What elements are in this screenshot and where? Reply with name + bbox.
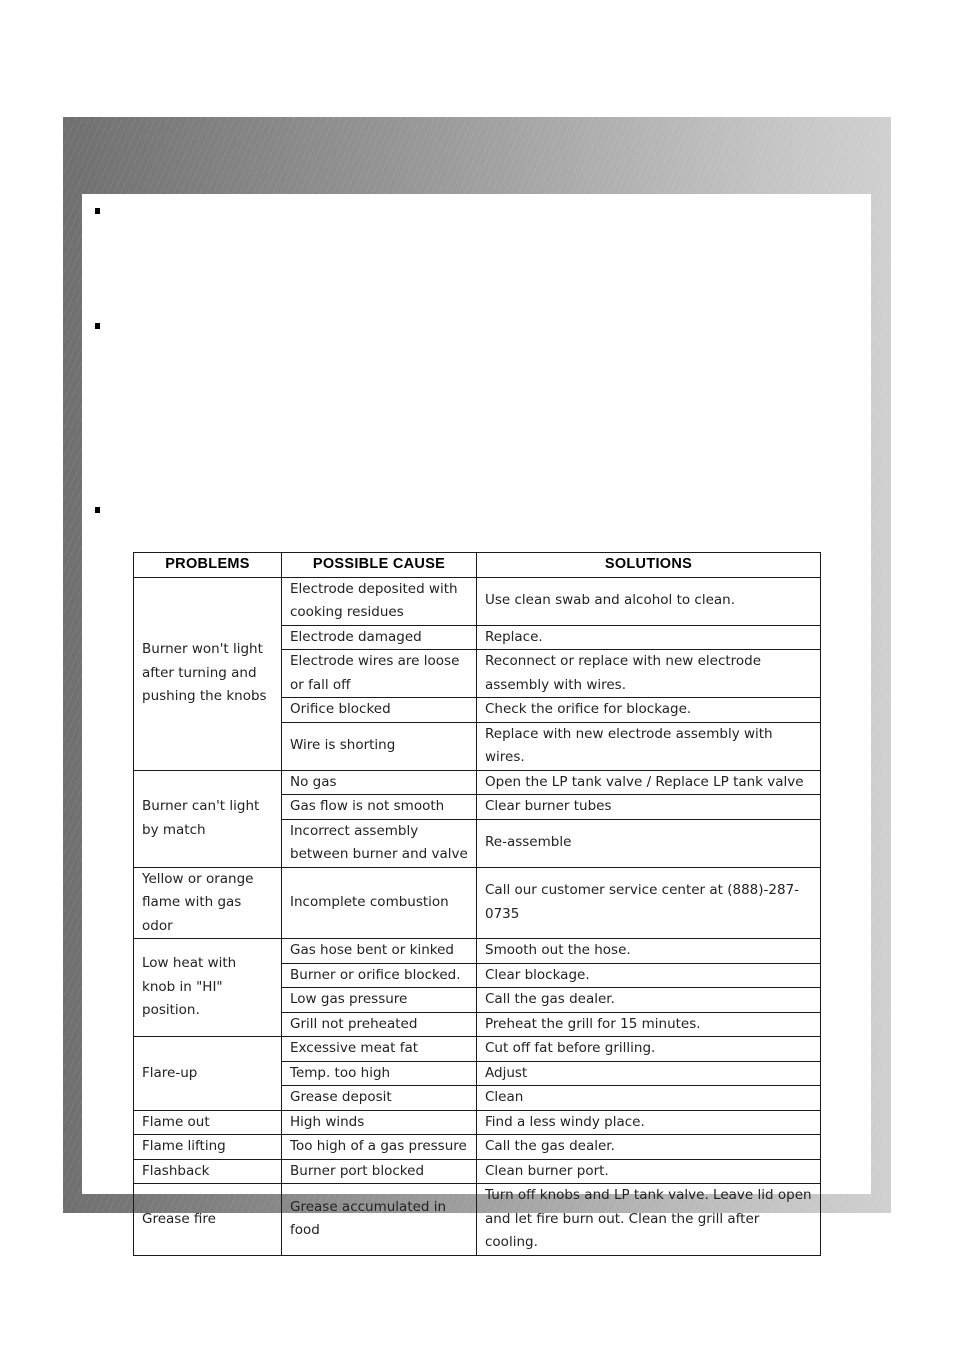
solution-cell: Smooth out the hose. [477, 939, 821, 964]
solution-cell: Re-assemble [477, 819, 821, 867]
solution-cell: Replace. [477, 625, 821, 650]
solution-cell: Call the gas dealer. [477, 1135, 821, 1160]
bullet-marker [95, 208, 100, 214]
problem-cell: Flashback [134, 1159, 282, 1184]
header-problems: PROBLEMS [134, 553, 282, 578]
solution-cell: Clean burner port. [477, 1159, 821, 1184]
cause-cell: Too high of a gas pressure [282, 1135, 477, 1160]
cause-cell: Grill not preheated [282, 1012, 477, 1037]
cause-cell: Burner or orifice blocked. [282, 963, 477, 988]
cause-cell: Incorrect assembly between burner and valve [282, 819, 477, 867]
problem-cell: Flame lifting [134, 1135, 282, 1160]
problem-cell: Flare-up [134, 1037, 282, 1111]
cause-cell: Gas hose bent or kinked [282, 939, 477, 964]
problem-cell: Low heat with knob in "HI" position. [134, 939, 282, 1037]
table-row [134, 939, 821, 964]
cause-cell: Low gas pressure [282, 988, 477, 1013]
solution-cell: Find a less windy place. [477, 1110, 821, 1135]
problem-cell: Flame out [134, 1110, 282, 1135]
solution-cell: Call the gas dealer. [477, 988, 821, 1013]
table-row [134, 577, 821, 625]
solution-cell: Turn off knobs and LP tank valve. Leave lid open and let fire burn out. Clean the grill after cooling. [477, 1184, 821, 1256]
cause-cell: No gas [282, 770, 477, 795]
cause-cell: Temp. too high [282, 1061, 477, 1086]
table-row [134, 867, 821, 939]
solution-cell: Call our customer service center at (888)-287-0735 [477, 867, 821, 939]
table-body [134, 577, 821, 1255]
bullet-marker [95, 507, 100, 513]
table-row [134, 1159, 821, 1184]
table-row [134, 770, 821, 795]
solution-cell: Cut off fat before grilling. [477, 1037, 821, 1062]
cause-cell: Grease deposit [282, 1086, 477, 1111]
table-row [134, 1184, 821, 1256]
solution-cell: Reconnect or replace with new electrode assembly with wires. [477, 650, 821, 698]
problem-cell: Yellow or orange flame with gas odor [134, 867, 282, 939]
cause-cell: Electrode deposited with cooking residues [282, 577, 477, 625]
table-row [134, 1110, 821, 1135]
solution-cell: Open the LP tank valve / Replace LP tank valve [477, 770, 821, 795]
solution-cell: Check the orifice for blockage. [477, 698, 821, 723]
solution-cell: Replace with new electrode assembly with wires. [477, 722, 821, 770]
solution-cell: Preheat the grill for 15 minutes. [477, 1012, 821, 1037]
solution-cell: Use clean swab and alcohol to clean. [477, 577, 821, 625]
solution-cell: Clear burner tubes [477, 795, 821, 820]
cause-cell: Gas flow is not smooth [282, 795, 477, 820]
cause-cell: Excessive meat fat [282, 1037, 477, 1062]
solution-cell: Clear blockage. [477, 963, 821, 988]
cause-cell: Burner port blocked [282, 1159, 477, 1184]
header-possible-cause: POSSIBLE CAUSE [282, 553, 477, 578]
header-solutions: SOLUTIONS [477, 553, 821, 578]
solution-cell: Adjust [477, 1061, 821, 1086]
solution-cell: Clean [477, 1086, 821, 1111]
cause-cell: Electrode damaged [282, 625, 477, 650]
cause-cell: Electrode wires are loose or fall off [282, 650, 477, 698]
problem-cell: Burner can't light by match [134, 770, 282, 867]
cause-cell: Orifice blocked [282, 698, 477, 723]
cause-cell: Grease accumulated in food [282, 1184, 477, 1256]
cause-cell: Incomplete combustion [282, 867, 477, 939]
table-row [134, 1037, 821, 1062]
troubleshooting-table [133, 552, 821, 1256]
table-row [134, 1135, 821, 1160]
problem-cell: Burner won't light after turning and pushing the knobs [134, 577, 282, 770]
cause-cell: Wire is shorting [282, 722, 477, 770]
cause-cell: High winds [282, 1110, 477, 1135]
bullet-marker [95, 323, 100, 329]
problem-cell: Grease fire [134, 1184, 282, 1256]
table-header-row [134, 553, 821, 578]
